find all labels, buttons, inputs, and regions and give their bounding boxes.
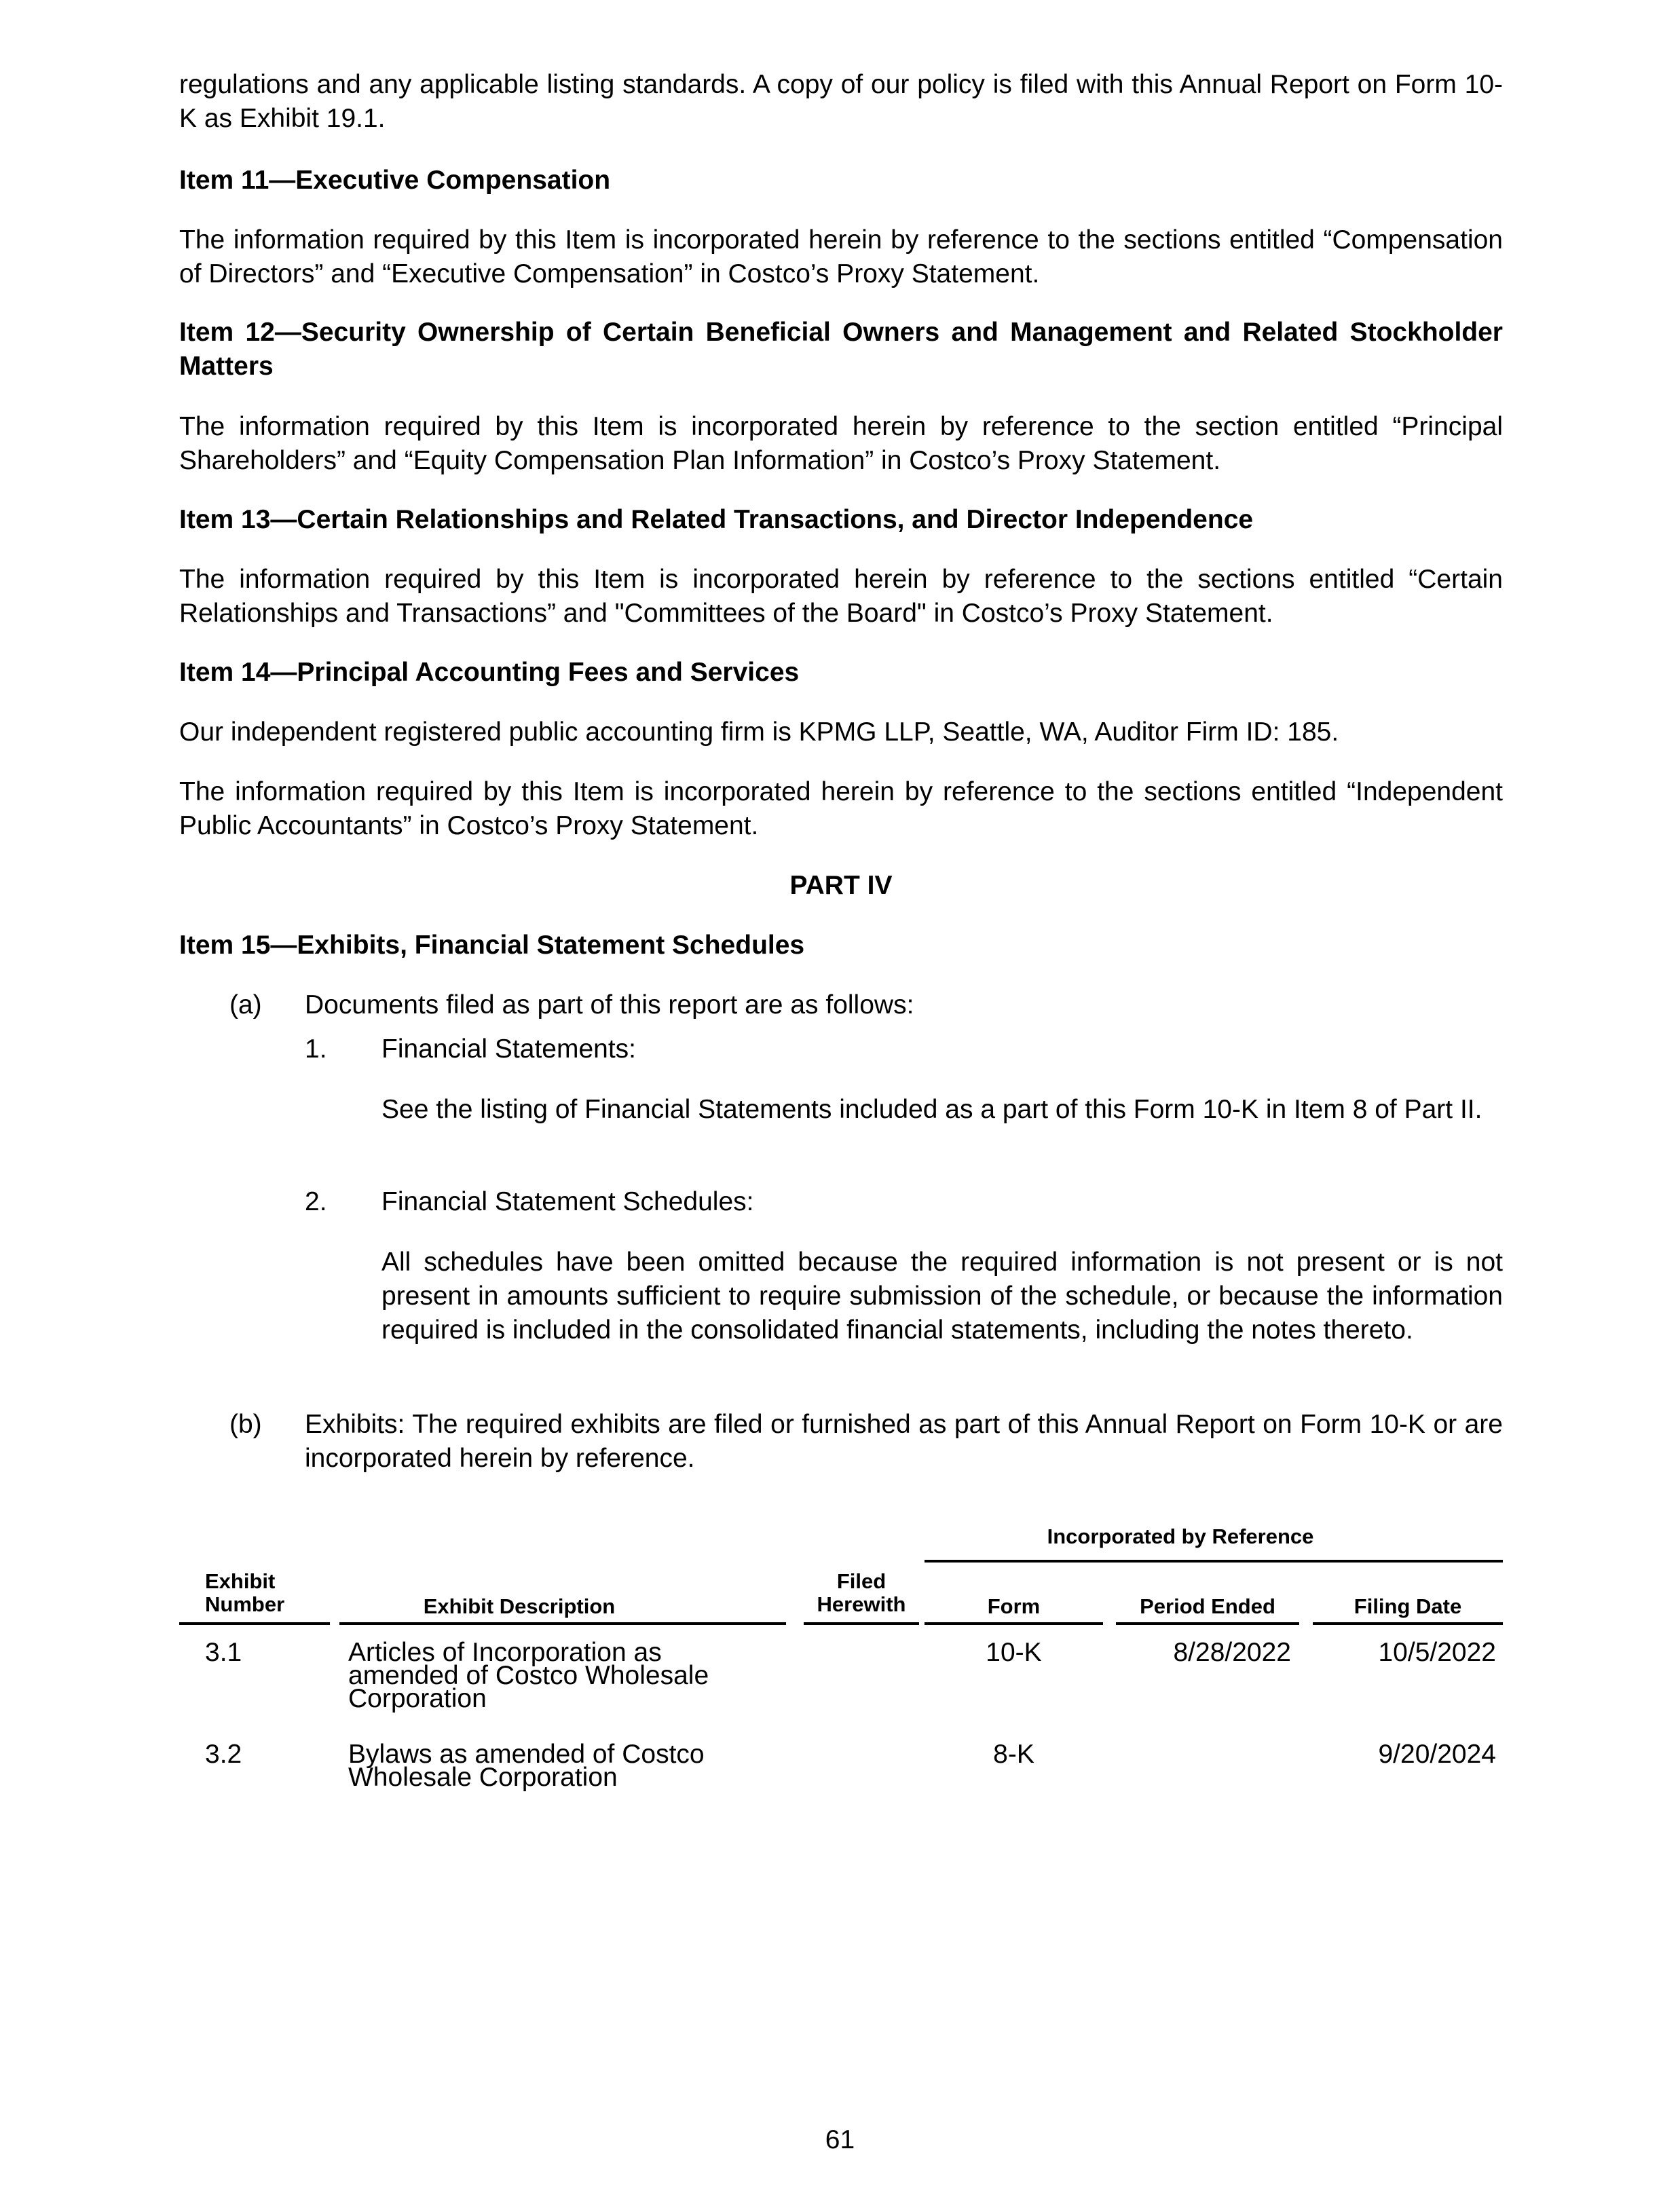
exhibit-description-line: Bylaws as amended of Costco xyxy=(348,1740,705,1769)
exhibit-description-line: Wholesale Corporation xyxy=(348,1763,618,1792)
item11-heading: Item 11—Executive Compensation xyxy=(179,166,611,195)
col-header-filed-line2: Herewith xyxy=(817,1592,906,1616)
item12-text: The information required by this Item is incorporated herein by reference to the section entitled “Principal Shareholders” and “Equity Compensation Plan Information” in Costco’s Proxy Statement. xyxy=(179,412,1503,475)
item14-heading: Item 14—Principal Accounting Fees and Services xyxy=(179,658,800,687)
item15-heading: Item 15—Exhibits, Financial Statement Schedules xyxy=(179,931,805,960)
col-header-exhibit-number-line2: Number xyxy=(205,1592,285,1616)
item11-text: The information required by this Item is incorporated herein by reference to the sections entitled “Compensation of Directors” and “Executive Compensation” in Costco’s Proxy Statement. xyxy=(179,225,1503,288)
header-rule-filing-date xyxy=(1313,1622,1503,1625)
header-rule-period xyxy=(1116,1622,1299,1625)
part4-heading: PART IV xyxy=(789,871,893,900)
filing-date-value: 9/20/2024 xyxy=(1378,1740,1496,1769)
list-text-1: Financial Statements: xyxy=(381,1034,637,1064)
header-rule-filed xyxy=(804,1622,919,1625)
incorporated-by-reference-header: Incorporated by Reference xyxy=(1047,1524,1314,1548)
col-header-filed-line1: Filed xyxy=(836,1569,886,1593)
list-body-2: All schedules have been omitted because the required information is not present or is not present in amounts sufficient to require submission of the schedule, or because the information required is included in the consolidated financial statements, including the notes thereto. xyxy=(381,1248,1503,1345)
col-header-exhibit-description: Exhibit Description xyxy=(423,1594,616,1618)
group-header-rule xyxy=(925,1560,1503,1563)
col-header-exhibit-number-line1: Exhibit xyxy=(205,1569,276,1593)
intro-paragraph: regulations and any applicable listing standards. A copy of our policy is filed with this Annual Report on Form 10-K as Exhibit 19.1. xyxy=(179,70,1503,133)
col-header-filing-date: Filing Date xyxy=(1354,1594,1462,1618)
list-body-1: See the listing of Financial Statements included as a part of this Form 10-K in Item 8 of Part II. xyxy=(381,1095,1482,1124)
list-label-2: 2. xyxy=(305,1187,327,1216)
list-label-a: (a) xyxy=(229,990,262,1019)
header-rule-description xyxy=(339,1622,786,1625)
filing-date-value: 10/5/2022 xyxy=(1378,1638,1496,1667)
exhibit-description-line: amended of Costco Wholesale xyxy=(348,1661,709,1690)
col-header-period-ended: Period Ended xyxy=(1140,1594,1275,1618)
item13-text: The information required by this Item is incorporated herein by reference to the sections entitled “Certain Relationships and Transactions” and "Committees of the Board" in Costco’s Proxy Statement. xyxy=(179,565,1503,628)
item12-heading: Item 12—Security Ownership of Certain Beneficial Owners and Management and Related Stockholder Matters xyxy=(179,318,1503,381)
col-header-form: Form xyxy=(987,1594,1041,1618)
exhibit-number: 3.1 xyxy=(205,1638,242,1667)
list-text-a: Documents filed as part of this report are as follows: xyxy=(305,990,914,1019)
list-label-1: 1. xyxy=(305,1034,327,1064)
form-value: 8-K xyxy=(993,1740,1034,1769)
exhibit-description-line: Articles of Incorporation as xyxy=(348,1638,662,1667)
exhibit-number: 3.2 xyxy=(205,1740,242,1769)
list-text-2: Financial Statement Schedules: xyxy=(381,1187,754,1216)
form-value: 10-K xyxy=(986,1638,1042,1667)
exhibit-description-line: Corporation xyxy=(348,1684,487,1713)
page-number: 61 xyxy=(825,2125,855,2154)
item13-heading: Item 13—Certain Relationships and Related Transactions, and Director Independence xyxy=(179,505,1254,534)
item14-text-firm: Our independent registered public accounting firm is KPMG LLP, Seattle, WA, Auditor Firm ID: 185. xyxy=(179,717,1339,747)
header-rule-form xyxy=(925,1622,1103,1625)
list-label-b: (b) xyxy=(229,1410,262,1439)
list-text-b: Exhibits: The required exhibits are filed or furnished as part of this Annual Report on Form 10-K or are incorporated herein by reference. xyxy=(305,1410,1503,1473)
header-rule-number xyxy=(179,1622,330,1625)
item14-text-reference: The information required by this Item is incorporated herein by reference to the sections entitled “Independent Public Accountants” in Costco’s Proxy Statement. xyxy=(179,777,1503,840)
period-ended-value: 8/28/2022 xyxy=(1173,1638,1291,1667)
